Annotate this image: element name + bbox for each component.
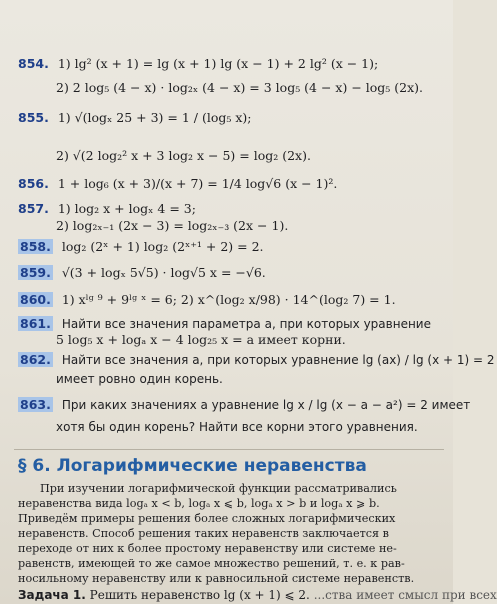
- problem-861-line-1: [18, 316, 443, 332]
- problem-863-line-1: [18, 397, 471, 413]
- problem-854-line-1: [18, 56, 443, 71]
- problem-text: хотя бы один корень? Найти все корни этого уравнения.: [56, 420, 418, 434]
- paragraph-line-6: равенств, имеющей то же самое множество решений, т. е. к рав-: [18, 557, 405, 570]
- problem-862-line-1: [18, 352, 495, 368]
- problem-number: 854.: [18, 56, 49, 71]
- task-label: Задача 1.: [18, 588, 86, 602]
- task-1: [18, 588, 497, 603]
- problem-856: [18, 176, 443, 191]
- paragraph-line-3: Приведём примеры решения более сложных логарифмических: [18, 512, 396, 525]
- problem-text: 1) lg² (x + 1) = lg (x + 1) lg (x − 1) + 2 lg² (x − 1);: [57, 56, 379, 71]
- paragraph-line-4: неравенств. Способ решения таких неравенств заключается в: [18, 527, 389, 540]
- task-text: Решить неравенство lg (x + 1) ⩽ 2.: [89, 588, 310, 602]
- problem-number: 862.: [20, 352, 51, 367]
- problem-text: 5 log₅ x + logₐ x − 4 log₂₅ x = a имеет корни.: [56, 332, 346, 347]
- problem-text: имеет ровно один корень.: [56, 372, 223, 386]
- problem-text: 2) √(2 log₂² x + 3 log₂ x − 5) = log₂ (2x).: [56, 148, 311, 163]
- problem-text: log₂ (2ˣ + 1) log₂ (2ˣ⁺¹ + 2) = 2.: [61, 239, 264, 254]
- paragraph-line-2: неравенства вида logₐ x < b, logₐ x ⩽ b, logₐ x > b и logₐ x ⩾ b.: [18, 497, 380, 510]
- problem-859: [18, 265, 443, 280]
- section-divider: [14, 449, 444, 450]
- problem-number: 856.: [18, 176, 49, 191]
- problem-860: [18, 292, 443, 307]
- paragraph-line-1: При изучении логарифмической функции рассматривались: [40, 482, 397, 495]
- problem-number: 857.: [18, 201, 49, 216]
- paragraph-line-7: носильному неравенству или к равносильной системе неравенств.: [18, 572, 415, 585]
- problem-number: 863.: [20, 397, 51, 412]
- problem-text: 1) xˡᵍ ⁹ + 9ˡᵍ ˣ = 6; 2) x^(log₂ x/98) · 14^(log₂ 7) = 1.: [61, 292, 396, 307]
- problem-text: При каких значениях a уравнение lg x / lg (x − a − a²) = 2 имеет: [61, 398, 471, 412]
- paragraph-line-5: переходе от них к более простому неравенству или системе не-: [18, 542, 397, 555]
- problem-855-line-1: [18, 110, 443, 125]
- problem-text: 1) log₂ x + logₓ 4 = 3;: [57, 201, 196, 216]
- problem-number: 858.: [20, 239, 51, 254]
- problem-text: Найти все значения параметра a, при которых уравнение: [61, 317, 431, 331]
- problem-number: 861.: [20, 316, 51, 331]
- problem-text: 2) 2 log₅ (4 − x) · log₂ₓ (4 − x) = 3 log₅ (4 − x) − log₅ (2x).: [56, 80, 424, 95]
- problem-text: 2) log₂ₓ₋₁ (2x − 3) = log₂ₓ₋₃ (2x − 1).: [56, 218, 289, 233]
- problem-857-line-1: [18, 201, 443, 216]
- problem-number: 855.: [18, 110, 49, 125]
- problem-text: 1) √(logₓ 25 + 3) = 1 / (log₅ x);: [57, 110, 252, 125]
- problem-858: [18, 239, 443, 254]
- problem-number: 860.: [20, 292, 51, 307]
- section-title: § 6. Логарифмические неравенства: [18, 456, 367, 476]
- task-tail: ...ства имеет смысл при всех: [313, 588, 497, 602]
- problem-number: 859.: [20, 265, 51, 280]
- problem-text: Найти все значения a, при которых уравнение lg (ax) / lg (x + 1) = 2: [61, 353, 495, 367]
- problem-text: √(3 + logₓ 5√5) · log√5 x = −√6.: [61, 265, 266, 280]
- problem-text: 1 + log₆ (x + 3)/(x + 7) = 1/4 log√6 (x − 1)².: [57, 176, 338, 191]
